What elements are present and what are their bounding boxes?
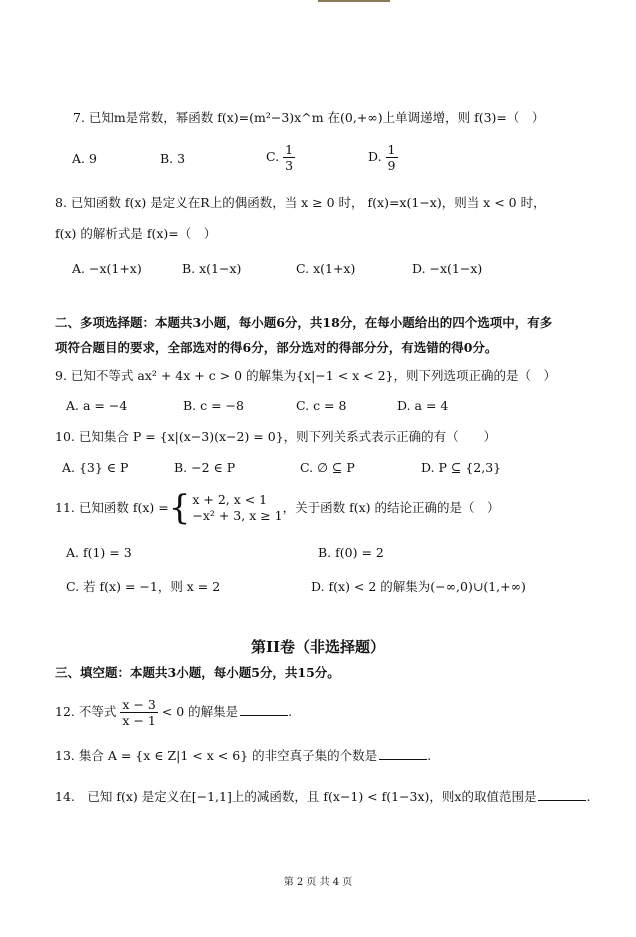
q7-option-d-label: D. (368, 149, 382, 164)
q11-stem (55, 488, 500, 528)
q11-option-c: C. 若 f(x) = −1，则 x = 2 (66, 579, 221, 594)
q13-stem: 13. 集合 A = {x ∈ Z|1 < x < 6} 的非空真子集的个数是 . (55, 748, 432, 763)
part2-title: 第II卷（非选择题） (250, 638, 386, 656)
q11-prefix: 11. 已知函数 f(x) = (55, 500, 169, 515)
q7-option-a: A. 9 (72, 151, 97, 166)
q13-text: 13. 集合 A = {x ∈ Z|1 < x < 6} 的非空真子集的个数是 (55, 748, 378, 763)
q12-fraction (120, 697, 157, 728)
q9-option-d: D. a = 4 (397, 398, 449, 413)
q11-option-b: B. f(0) = 2 (318, 545, 384, 560)
fraction-numerator: x − 3 (122, 697, 156, 712)
q11-case-2: −x² + 3, x ≥ 1 (192, 508, 283, 523)
q8-stem: 8. 已知函数 f(x) 是定义在R上的偶函数，当 x ≥ 0 时， f(x)=x(1−x)，则当 x < 0 时， (55, 195, 546, 210)
q10-option-c: C. ∅ ⊆ P (300, 460, 355, 475)
q7-option-d (368, 142, 398, 173)
q7-option-d-fraction (386, 142, 398, 173)
fraction-denominator: 9 (387, 158, 396, 173)
q11-option-d: D. f(x) < 2 的解集为(−∞,0)∪(1,+∞) (311, 579, 526, 594)
section2-heading-line1: 二、多项选择题：本题共3小题，每小题6分，共18分，在每小题给出的四个选项中，有多 (55, 315, 553, 330)
answer-blank (240, 703, 288, 716)
q8-option-a: A. −x(1+x) (72, 261, 142, 276)
q7-stem: 7. 已知m是常数，幂函数 f(x)=(m²−3)x^m 在(0,+∞)上单调递增，则 f(3)=（ ） (73, 110, 545, 125)
fraction-denominator: x − 1 (122, 713, 156, 728)
q8-option-b: B. x(1−x) (182, 261, 242, 276)
q12-prefix: 12. 不等式 (55, 704, 117, 719)
answer-blank (538, 788, 586, 801)
fraction-denominator: 3 (285, 158, 294, 173)
q10-option-a: A. {3} ∈ P (62, 460, 129, 475)
left-brace: { (168, 488, 191, 528)
q7-option-c-label: C. (266, 149, 280, 164)
fraction-numerator: 1 (285, 142, 294, 157)
q10-stem: 10. 已知集合 P = {x|(x−3)(x−2) = 0}，则下列关系式表示正确的有（ ） (55, 429, 497, 444)
q11-suffix: ，关于函数 f(x) 的结论正确的是（ ） (282, 500, 500, 515)
q11-case-1: x + 2, x < 1 (192, 492, 268, 507)
fraction-numerator: 1 (387, 142, 396, 157)
section2-heading-line2: 项符合题目的要求，全部选对的得6分，部分选对的得部分分，有选错的得0分。 (55, 340, 498, 355)
q11-piecewise (55, 488, 500, 528)
q9-option-c: C. c = 8 (296, 398, 347, 413)
top-edge-mark (318, 0, 390, 2)
q12-stem: 12. 不等式 $\frac{x - 3}{x - 1}$ < 0 的解集是 . (55, 697, 293, 728)
q14-stem: 14. 已知 f(x) 是定义在[−1,1]上的减函数，且 f(x−1) < f(1−3x)，则x的取值范围是 . (55, 789, 591, 804)
answer-blank (379, 747, 427, 760)
q12-suffix: < 0 的解集是 (161, 704, 239, 719)
q8-stem-continued: f(x) 的解析式是 f(x)=（ ） (55, 226, 217, 241)
q7-option-c (266, 142, 295, 173)
q10-option-d: D. P ⊆ {2,3} (421, 460, 502, 475)
q9-option-a: A. a = −4 (66, 398, 128, 413)
q9-option-b: B. c = −8 (183, 398, 244, 413)
q7-option-b: B. 3 (160, 151, 186, 166)
q11-option-a: A. f(1) = 3 (66, 545, 132, 560)
section3-heading: 三、填空题：本题共3小题，每小题5分，共15分。 (55, 665, 340, 680)
q14-text: 14. 已知 f(x) 是定义在[−1,1]上的减函数，且 f(x−1) < f(1−3x)，则x的取值范围是 (55, 789, 537, 804)
q10-option-b: B. −2 ∈ P (174, 460, 236, 475)
q8-option-c: C. x(1+x) (296, 261, 356, 276)
q8-option-d: D. −x(1−x) (412, 261, 483, 276)
q9-stem: 9. 已知不等式 ax² + 4x + c > 0 的解集为{x|−1 < x < 2}，则下列选项正确的是（ ） (55, 368, 557, 383)
q11-cases (192, 492, 282, 524)
q7-option-c-fraction (283, 142, 295, 173)
page-footer: 第 2 页 共 4 页 (283, 877, 353, 888)
